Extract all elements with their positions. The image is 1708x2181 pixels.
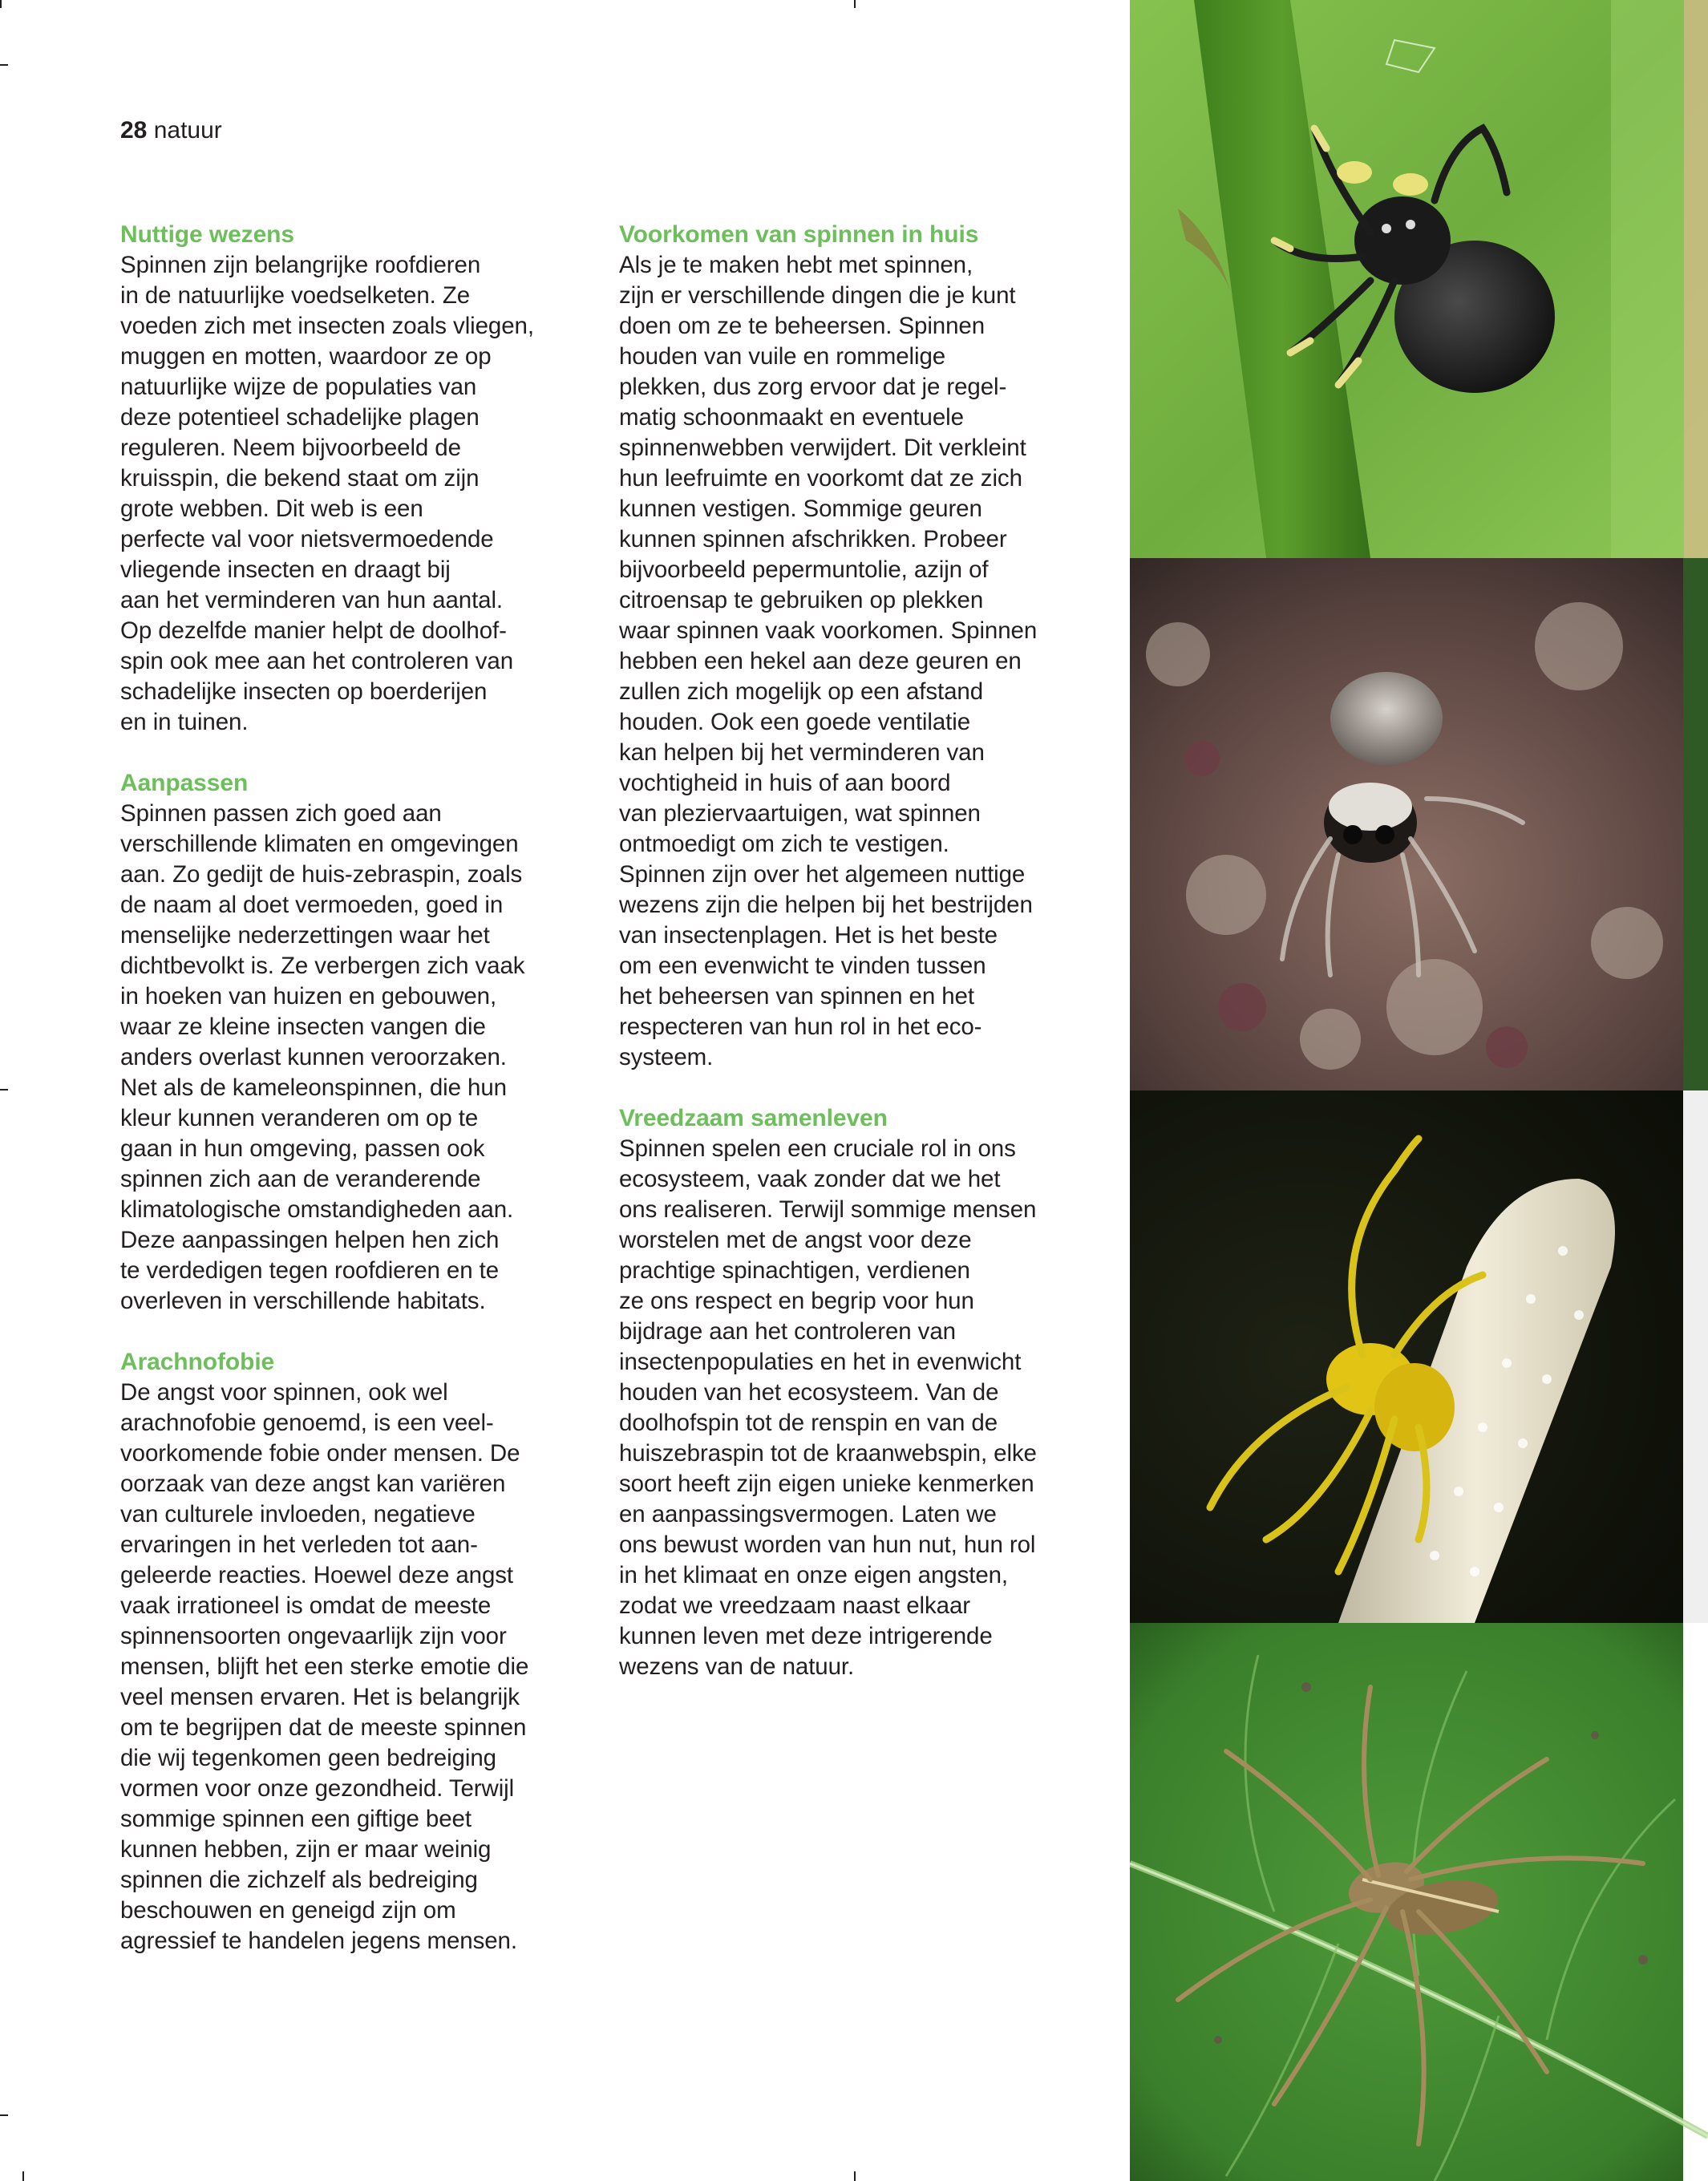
- crop-mark-top-left: [0, 0, 2, 8]
- body-line: voorkomende fobie onder mensen. De: [120, 1440, 520, 1467]
- section-body: [120, 1378, 601, 1956]
- body-line: waar ze kleine insecten vangen die: [120, 1014, 486, 1040]
- body-line: mensen, blijft het een sterke emotie die: [120, 1653, 529, 1680]
- body-line: kan helpen bij het verminderen van: [619, 739, 985, 766]
- body-line: houden van het ecosysteem. Van de: [619, 1379, 999, 1406]
- body-line: citroensap te gebruiken op plekken: [619, 587, 984, 613]
- body-line: kunnen vestigen. Sommige geuren: [619, 496, 982, 522]
- body-line: hebben een hekel aan deze geuren en: [619, 648, 1022, 674]
- body-line: en in tuinen.: [120, 709, 249, 735]
- article-section: [120, 768, 601, 1317]
- body-line: Spinnen passen zich goed aan: [120, 800, 442, 827]
- body-line: ons bewust worden van hun nut, hun rol: [619, 1532, 1036, 1558]
- article-section: [120, 220, 601, 738]
- body-line: spinnen zich aan de veranderende: [120, 1166, 481, 1192]
- body-line: spin ook mee aan het controleren van: [120, 648, 514, 674]
- body-line: vochtigheid in huis of aan boord: [619, 770, 951, 796]
- body-line: in hoeken van huizen en gebouwen,: [120, 983, 497, 1010]
- body-line: voeden zich met insecten zoals vliegen,: [120, 313, 534, 339]
- body-line: respecteren van hun rol in het eco-: [619, 1014, 982, 1040]
- body-line: van insectenplagen. Het is het beste: [619, 922, 998, 949]
- body-line: deze potentieel schadelijke plagen: [120, 404, 480, 431]
- body-line: waar spinnen vaak voorkomen. Spinnen: [619, 617, 1038, 644]
- body-line: geleerde reacties. Hoewel deze angst: [120, 1562, 514, 1588]
- body-line: kunnen leven met deze intrigerende: [619, 1623, 993, 1649]
- photo-jumping-spider-on-bark: [1130, 558, 1708, 1090]
- photo-strip-edge: [1684, 0, 1708, 558]
- crop-mark-left-bottom: [0, 2114, 8, 2116]
- body-line: dichtbevolkt is. Ze verbergen zich vaak: [120, 953, 525, 979]
- body-line: huiszebraspin tot de kraanwebspin, elke: [619, 1440, 1037, 1467]
- body-line: insectenpopulaties en het in evenwicht: [619, 1349, 1022, 1375]
- page-header: [120, 114, 222, 148]
- body-line: wezens zijn die helpen bij het bestrijden: [619, 892, 1033, 918]
- body-line: in het klimaat en onze eigen angsten,: [619, 1562, 1009, 1588]
- crop-mark-bottom-left: [22, 2171, 24, 2181]
- body-line: houden van vuile en rommelige: [619, 343, 946, 370]
- photo-strip: [1130, 0, 1708, 2181]
- body-line: systeem.: [619, 1044, 714, 1070]
- article-section: [619, 1103, 1100, 1682]
- body-line: zullen zich mogelijk op een afstand: [619, 678, 984, 705]
- body-line: agressief te handelen jegens mensen.: [120, 1928, 517, 1954]
- body-line: om een evenwicht te vinden tussen: [619, 953, 986, 979]
- body-line: ons realiseren. Terwijl sommige mensen: [619, 1196, 1037, 1223]
- section-heading: Arachnofobie: [120, 1349, 275, 1375]
- body-line: ervaringen in het verleden tot aan-: [120, 1532, 478, 1558]
- body-line: klimatologische omstandigheden aan.: [120, 1196, 514, 1223]
- body-line: muggen en motten, waardoor ze op: [120, 343, 492, 370]
- body-line: grote webben. Dit web is een: [120, 496, 423, 522]
- section-heading: Voorkomen van spinnen in huis: [619, 221, 979, 248]
- body-line: aan. Zo gedijt de huis-zebraspin, zoals: [120, 861, 523, 888]
- body-line: De angst voor spinnen, ook wel: [120, 1379, 448, 1406]
- body-line: reguleren. Neem bijvoorbeeld de: [120, 435, 461, 461]
- body-line: spinnen die zichzelf als bedreiging: [120, 1867, 478, 1893]
- section-body: [619, 1134, 1100, 1682]
- crop-mark-left-middle: [0, 1089, 8, 1090]
- body-line: Als je te maken hebt met spinnen,: [619, 252, 973, 278]
- crop-mark-bottom-center: [854, 2171, 856, 2181]
- photo-yellow-crab-spider-on-flower: [1130, 1090, 1708, 1623]
- section-heading: Aanpassen: [120, 770, 249, 796]
- body-line: Spinnen zijn belangrijke roofdieren: [120, 252, 481, 278]
- body-line: bijdrage aan het controleren van: [619, 1318, 956, 1345]
- body-line: het beheersen van spinnen en het: [619, 983, 974, 1010]
- body-line: van pleziervaartuigen, wat spinnen: [619, 800, 981, 827]
- body-line: sommige spinnen een giftige beet: [120, 1806, 472, 1832]
- body-line: houden. Ook een goede ventilatie: [619, 709, 971, 735]
- crop-mark-top-center: [854, 0, 856, 8]
- body-line: spinnensoorten ongevaarlijk zijn voor: [120, 1623, 507, 1649]
- body-line: de naam al doet vermoeden, goed in: [120, 892, 504, 918]
- body-line: doolhofspin tot de renspin en van de: [619, 1410, 998, 1436]
- body-line: plekken, dus zorg ervoor dat je regel-: [619, 374, 1007, 400]
- body-line: ze ons respect en begrip voor hun: [619, 1288, 974, 1314]
- body-line: overleven in verschillende habitats.: [120, 1288, 486, 1314]
- body-line: menselijke nederzettingen waar het: [120, 922, 490, 949]
- section-body: [120, 799, 601, 1317]
- body-line: prachtige spinachtigen, verdienen: [619, 1257, 970, 1284]
- body-line: Spinnen spelen een cruciale rol in ons: [619, 1135, 1016, 1162]
- photo-spider-on-leaf: [1130, 1623, 1708, 2181]
- body-line: zodat we vreedzaam naast elkaar: [619, 1592, 971, 1619]
- body-line: van culturele invloeden, negatieve: [120, 1501, 476, 1528]
- body-line: vliegende insecten en draagt bij: [120, 556, 451, 583]
- body-line: Op dezelfde manier helpt de doolhof-: [120, 617, 507, 644]
- body-line: hun leefruimte en voorkomt dat ze zich: [619, 465, 1022, 492]
- body-line: ontmoedigt om zich te vestigen.: [619, 831, 949, 857]
- left-text-column: [120, 220, 601, 1987]
- body-line: Net als de kameleonspinnen, die hun: [120, 1074, 507, 1101]
- body-line: zijn er verschillende dingen die je kunt: [619, 282, 1016, 309]
- body-line: worstelen met de angst voor deze: [619, 1227, 972, 1253]
- body-line: gaan in hun omgeving, passen ook: [120, 1135, 485, 1162]
- body-line: arachnofobie genoemd, is een veel-: [120, 1410, 494, 1436]
- right-text-column: [619, 220, 1100, 1713]
- section-body: [619, 250, 1100, 1073]
- section-heading: Vreedzaam samenleven: [619, 1105, 888, 1131]
- body-line: kunnen spinnen afschrikken. Probeer: [619, 526, 1007, 552]
- body-line: wezens van de natuur.: [619, 1653, 855, 1680]
- page-number: 28: [120, 117, 148, 144]
- body-line: matig schoonmaakt en eventuele: [619, 404, 964, 431]
- section-body: [120, 250, 601, 738]
- body-line: beschouwen en geneigd zijn om: [120, 1897, 456, 1924]
- body-line: perfecte val voor nietsvermoedende: [120, 526, 494, 552]
- body-line: bijvoorbeeld pepermuntolie, azijn of: [619, 556, 989, 583]
- body-line: oorzaak van deze angst kan variëren: [120, 1471, 506, 1497]
- body-line: spinnenwebben verwijdert. Dit verkleint: [619, 435, 1026, 461]
- article-section: [619, 220, 1100, 1073]
- body-line: natuurlijke wijze de populaties van: [120, 374, 477, 400]
- body-line: ecosysteem, vaak zonder dat we het: [619, 1166, 1001, 1192]
- crop-mark-left-top: [0, 64, 8, 66]
- body-line: Spinnen zijn over het algemeen nuttige: [619, 861, 1026, 888]
- body-line: vormen voor onze gezondheid. Terwijl: [120, 1775, 515, 1802]
- body-line: om te begrijpen dat de meeste spinnen: [120, 1714, 527, 1741]
- body-line: verschillende klimaten en omgevingen: [120, 831, 519, 857]
- body-line: aan het verminderen van hun aantal.: [120, 587, 504, 613]
- body-line: in de natuurlijke voedselketen. Ze: [120, 282, 471, 309]
- body-line: kruisspin, die bekend staat om zijn: [120, 465, 480, 492]
- body-line: vaak irrationeel is omdat de meeste: [120, 1592, 492, 1619]
- body-line: soort heeft zijn eigen unieke kenmerken: [619, 1471, 1034, 1497]
- photo-black-spider-on-grass: [1130, 0, 1708, 558]
- body-line: schadelijke insecten op boerderijen: [120, 678, 488, 705]
- body-line: te verdedigen tegen roofdieren en te: [120, 1257, 500, 1284]
- article-section: [120, 1347, 601, 1956]
- body-line: veel mensen ervaren. Het is belangrijk: [120, 1684, 520, 1710]
- body-line: kleur kunnen veranderen om op te: [120, 1105, 479, 1131]
- body-line: kunnen hebben, zijn er maar weinig: [120, 1836, 492, 1863]
- body-line: en aanpassingsvermogen. Laten we: [619, 1501, 997, 1528]
- section-heading: Nuttige wezens: [120, 221, 294, 248]
- body-line: die wij tegenkomen geen bedreiging: [120, 1745, 496, 1771]
- body-line: Deze aanpassingen helpen hen zich: [120, 1227, 500, 1253]
- body-line: doen om ze te beheersen. Spinnen: [619, 313, 986, 339]
- body-line: anders overlast kunnen veroorzaken.: [120, 1044, 507, 1070]
- section-name: natuur: [153, 117, 222, 144]
